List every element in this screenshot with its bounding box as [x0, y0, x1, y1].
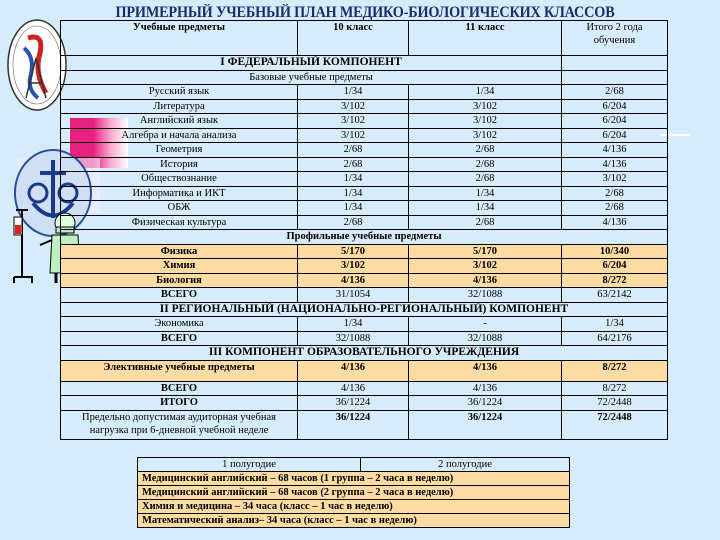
cell: 4/136: [562, 157, 668, 172]
curriculum-table: [60, 20, 668, 440]
header-grade10: 10 класс: [298, 21, 409, 56]
cell: 2/68: [562, 186, 668, 201]
cell: 64/2176: [562, 331, 668, 346]
cell: 1/34: [298, 201, 409, 216]
cell: ИТОГО: [61, 396, 298, 411]
table-row: [61, 99, 668, 114]
cell: 4/136: [298, 360, 409, 381]
cell: 3/102: [298, 128, 409, 143]
table-row: [61, 273, 668, 288]
table-row: [61, 259, 668, 274]
half1-header: 1 полугодие: [138, 458, 361, 472]
cell: 63/2142: [562, 288, 668, 303]
list-item: Математический анализ– 34 часа (класс – 1 час в неделю): [138, 514, 570, 528]
header-subjects: Учебные предметы: [61, 21, 298, 56]
cell: 2/68: [562, 201, 668, 216]
cell: ВСЕГО: [61, 331, 298, 346]
table-row: [61, 201, 668, 216]
half2-header: 2 полугодие: [361, 458, 570, 472]
table-row: [61, 360, 668, 381]
cell: 36/1224: [298, 396, 409, 411]
cell: Экономика: [61, 317, 298, 332]
list-item: Медицинский английский – 68 часов (2 группа – 2 часа в неделю): [138, 486, 570, 500]
cell: 36/1224: [409, 396, 562, 411]
cell: 1/34: [298, 85, 409, 100]
table-row: [61, 143, 668, 158]
cell: 72/2448: [562, 396, 668, 411]
cell: 8/272: [562, 273, 668, 288]
cell: 1/34: [298, 186, 409, 201]
cell: 31/1054: [298, 288, 409, 303]
cell: 3/102: [409, 114, 562, 129]
cell: 3/102: [409, 259, 562, 274]
cell: 10/340: [562, 244, 668, 259]
page-title: ПРИМЕРНЫЙ УЧЕБНЫЙ ПЛАН МЕДИКО-БИОЛОГИЧЕСКИХ КЛАССОВ: [115, 4, 615, 21]
table-row: [61, 128, 668, 143]
cell: 4/136: [298, 381, 409, 396]
cell: 6/204: [562, 128, 668, 143]
cell: Английский язык: [61, 114, 298, 129]
list-item: Медицинский английский – 68 часов (1 группа – 2 часа в неделю): [138, 472, 570, 486]
table-row: [61, 288, 668, 303]
cell: 32/1088: [409, 331, 562, 346]
cell: 3/102: [409, 128, 562, 143]
cell: ОБЖ: [61, 201, 298, 216]
cell: 3/102: [298, 114, 409, 129]
table-row: [61, 396, 668, 411]
cell: 36/1224: [298, 410, 409, 439]
cell: 4/136: [409, 360, 562, 381]
cell: 6/204: [562, 114, 668, 129]
cell: 72/2448: [562, 410, 668, 439]
table-row: [61, 114, 668, 129]
cell: 1/34: [409, 186, 562, 201]
cell: 4/136: [409, 273, 562, 288]
cell: 4/136: [298, 273, 409, 288]
cell: 3/102: [298, 259, 409, 274]
cell: Литература: [61, 99, 298, 114]
subsection-basic: Базовые учебные предметы: [61, 70, 562, 85]
cell: 2/68: [409, 143, 562, 158]
header-grade11: 11 класс: [409, 21, 562, 56]
cell: Информатика и ИКТ: [61, 186, 298, 201]
school-emblem-logo: [6, 18, 68, 113]
cell: Русский язык: [61, 85, 298, 100]
cell: 4/136: [562, 143, 668, 158]
header-total: Итого 2 года обучения: [562, 21, 668, 56]
table-row: [61, 186, 668, 201]
cell: Обществознание: [61, 172, 298, 187]
cell: 1/34: [409, 85, 562, 100]
cell: 3/102: [562, 172, 668, 187]
table-row: [61, 331, 668, 346]
cell: 3/102: [409, 99, 562, 114]
table-header-row: [61, 21, 668, 56]
cell: Алгебра и начала анализа: [61, 128, 298, 143]
cell: Физическая культура: [61, 215, 298, 230]
table-row: [61, 157, 668, 172]
cell: 2/68: [409, 172, 562, 187]
cell: 8/272: [562, 360, 668, 381]
subsection-profile: Профильные учебные предметы: [61, 230, 668, 245]
list-item: Химия и медицина – 34 часа (класс – 1 час в неделю): [138, 500, 570, 514]
cell: ВСЕГО: [61, 288, 298, 303]
table-row: [61, 215, 668, 230]
cell: 1/34: [409, 201, 562, 216]
cell: 36/1224: [409, 410, 562, 439]
electives-table: [137, 457, 570, 528]
cell: 5/170: [298, 244, 409, 259]
cell: История: [61, 157, 298, 172]
cell: Геометрия: [61, 143, 298, 158]
cell: 4/136: [409, 381, 562, 396]
section-regional: II РЕГИОНАЛЬНЫЙ (НАЦИОНАЛЬНО-РЕГИОНАЛЬНЫЙ) КОМПОНЕНТ: [61, 302, 668, 317]
cell: 3/102: [298, 99, 409, 114]
cell: Элективные учебные предметы: [61, 360, 298, 381]
cell: 1/34: [298, 172, 409, 187]
table-row: [61, 317, 668, 332]
cell: 1/34: [298, 317, 409, 332]
cell: 2/68: [298, 157, 409, 172]
table-row: [61, 172, 668, 187]
cell: 8/272: [562, 381, 668, 396]
cell: Биология: [61, 273, 298, 288]
section-federal: I ФЕДЕРАЛЬНЫЙ КОМПОНЕНТ: [61, 56, 562, 71]
table-row: [61, 410, 668, 439]
cell: 6/204: [562, 259, 668, 274]
cell: Предельно допустимая аудиторная учебная нагрузка при 6-дневной учебной неделе: [61, 410, 298, 439]
cell: 2/68: [298, 143, 409, 158]
cell: 6/204: [562, 99, 668, 114]
cell: 2/68: [409, 157, 562, 172]
table-row: [61, 85, 668, 100]
cell: 4/136: [562, 215, 668, 230]
cell: 32/1088: [409, 288, 562, 303]
cell: 2/68: [298, 215, 409, 230]
table-row: [61, 244, 668, 259]
cell: 2/68: [409, 215, 562, 230]
cell: 32/1088: [298, 331, 409, 346]
cell: -: [409, 317, 562, 332]
cell: 1/34: [562, 317, 668, 332]
section-school: III КОМПОНЕНТ ОБРАЗОВАТЕЛЬНОГО УЧРЕЖДЕНИЯ: [61, 346, 668, 361]
cell: Физика: [61, 244, 298, 259]
cell: ВСЕГО: [61, 381, 298, 396]
cell: 2/68: [562, 85, 668, 100]
cell: Химия: [61, 259, 298, 274]
table-row: [61, 381, 668, 396]
cell: 5/170: [409, 244, 562, 259]
